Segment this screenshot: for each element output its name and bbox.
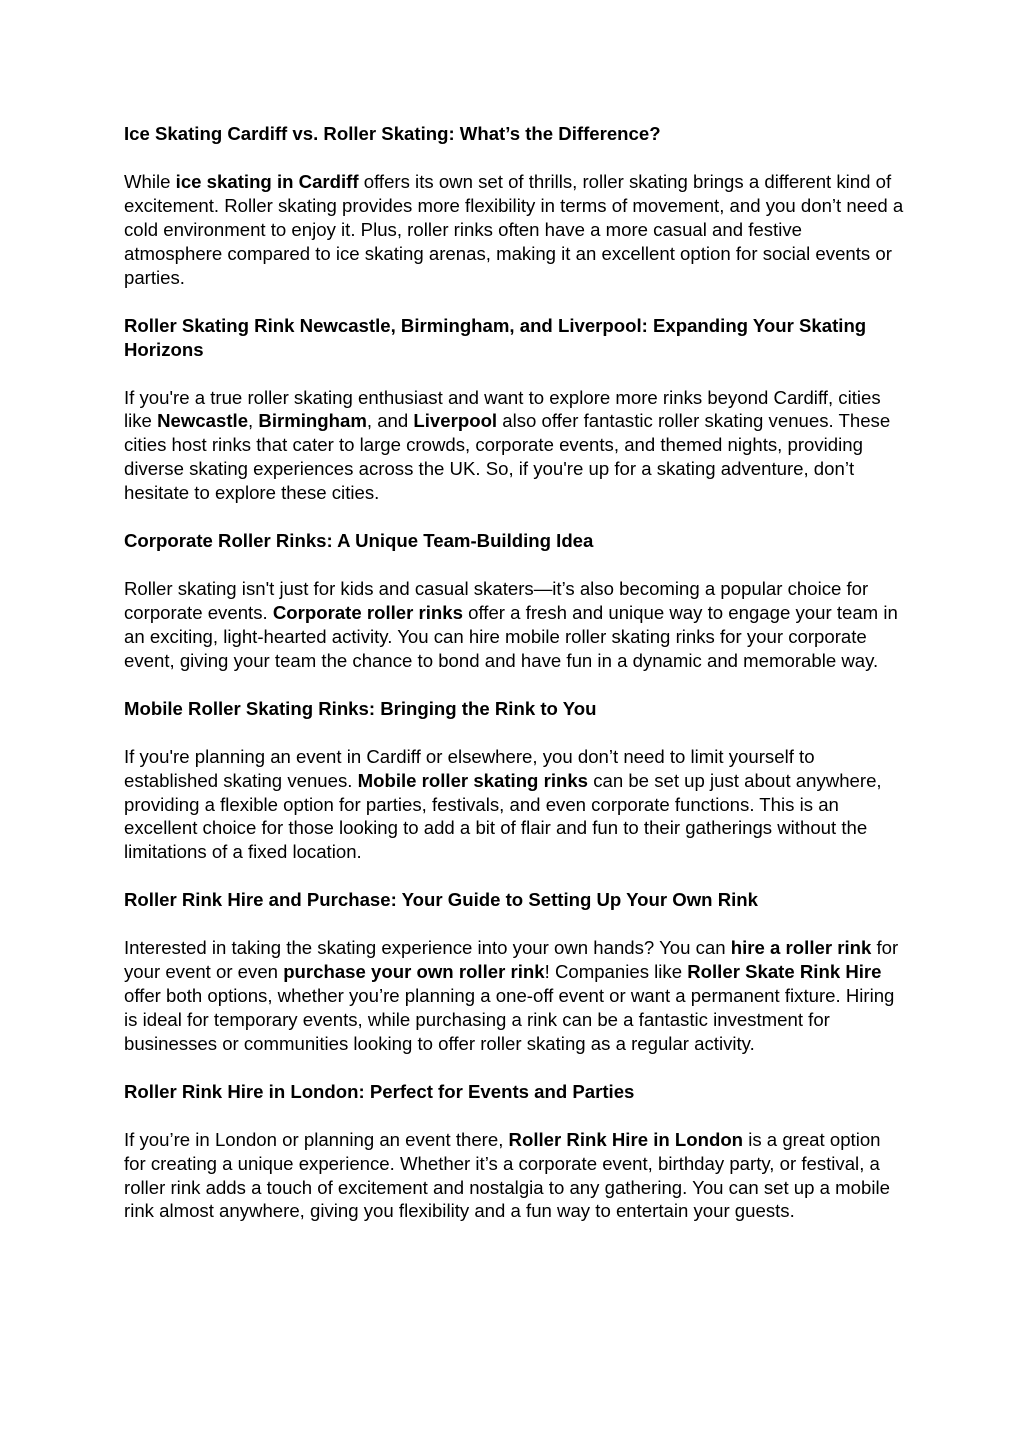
section-heading: Roller Rink Hire and Purchase: Your Guide to Setting Up Your Own Rink — [124, 889, 758, 911]
document-body — [124, 122, 904, 1247]
bold-text-run: Birmingham — [258, 410, 367, 432]
bold-text-run: Roller Rink Hire in London — [508, 1128, 744, 1150]
section-paragraph — [124, 170, 904, 290]
section-paragraph — [124, 745, 904, 865]
bold-text-run: Mobile roller skating rinks — [357, 769, 589, 791]
text-run: If you're a true roller skating enthusiast and want to explore more rinks beyond Cardiff, cities like — [124, 386, 881, 432]
text-run: While — [124, 171, 176, 192]
section-mobile-roller-rinks — [124, 697, 904, 865]
text-run: for your event or even — [124, 937, 899, 983]
section-heading: Mobile Roller Skating Rinks: Bringing the Rink to You — [124, 697, 597, 719]
text-run: offers its own set of thrills, roller skating brings a different kind of excitement. Roller skating provides more flexibility in terms of movement, and you don’t need a cold environment to enjoy it. Plus, roller rinks often have a more casual and festive atmosphere compared to ice skating arenas, making it an excellent option for social events or parties. — [124, 171, 904, 288]
text-run: Interested in taking the skating experience into your own hands? You can — [124, 937, 731, 959]
bold-text-run: purchase your own roller rink — [283, 961, 545, 983]
section-paragraph — [124, 386, 904, 506]
section-corporate-roller-rinks — [124, 529, 904, 673]
section-paragraph — [124, 1128, 904, 1224]
bold-text-run: Roller Skate Rink Hire — [687, 961, 882, 983]
text-run: is a great option for creating a unique experience. Whether it’s a corporate event, birthday party, or festival, a roller rink adds a touch of excitement and nostalgia to any gathering. You can set up a mobile rink almost anywhere, giving you flexibility and a fun way to entertain your guests. — [124, 1128, 890, 1222]
text-run: can be set up just about anywhere, providing a flexible option for parties, festivals, and even corporate functions. This is an excellent choice for those looking to add a bit of flair and fun to their gatherings without the limitations of a fixed location. — [124, 769, 882, 863]
text-run: offer both options, whether you’re planning a one-off event or want a permanent fixture. Hiring is ideal for temporary events, while purchasing a rink can be a fantastic investment for businesses or communities looking to offer roller skating as a regular activity. — [124, 985, 895, 1054]
text-run: Roller skating isn't just for kids and casual skaters—it’s also becoming a popular choice for corporate events. — [124, 578, 869, 623]
bold-text-run: hire a roller rink — [730, 937, 872, 959]
text-run: , and — [366, 410, 414, 432]
bold-text-run: ice skating in Cardiff — [175, 171, 359, 192]
text-run: If you're planning an event in Cardiff or elsewhere, you don’t need to limit yourself to established skating venues. — [124, 745, 815, 791]
section-ice-skating-vs-roller — [124, 122, 904, 290]
section-heading: Corporate Roller Rinks: A Unique Team-Building Idea — [124, 530, 594, 552]
section-london-hire — [124, 1080, 904, 1224]
text-run: ! Companies like — [544, 961, 688, 983]
section-heading: Ice Skating Cardiff vs. Roller Skating: What’s the Difference? — [124, 123, 661, 144]
section-hire-and-purchase — [124, 888, 904, 1056]
text-run: also offer fantastic roller skating venues. These cities host rinks that cater to large crowds, corporate events, and themed nights, providing diverse skating experiences across the UK. So, if you're up for a skating adventure, don’t hesitate to explore these cities. — [124, 410, 891, 504]
bold-text-run: Liverpool — [413, 410, 498, 432]
bold-text-run: Corporate roller rinks — [272, 601, 463, 623]
text-run: , — [248, 410, 259, 432]
section-heading: Roller Rink Hire in London: Perfect for Events and Parties — [124, 1080, 635, 1102]
text-run: If you’re in London or planning an event there, — [124, 1128, 509, 1150]
bold-text-run: Newcastle — [157, 410, 249, 432]
section-newcastle-birmingham-liverpool — [124, 314, 904, 506]
section-paragraph — [124, 936, 904, 1056]
section-heading: Roller Skating Rink Newcastle, Birmingham, and Liverpool: Expanding Your Skating Horizons — [124, 314, 867, 360]
section-paragraph — [124, 577, 904, 673]
text-run: offer a fresh and unique way to engage your team in an exciting, light-hearted activity. You can hire mobile roller skating rinks for your corporate event, giving your team the chance to bond and have fun in a dynamic and memorable way. — [124, 601, 898, 671]
